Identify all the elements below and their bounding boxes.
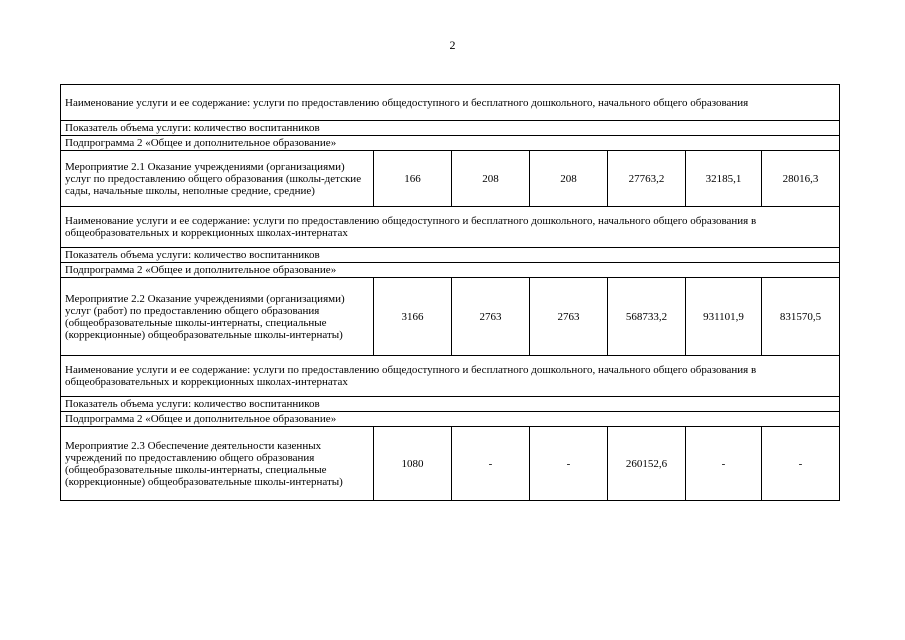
value-cell: - bbox=[452, 427, 530, 501]
value-cell: 568733,2 bbox=[608, 278, 686, 356]
measure-description: Мероприятие 2.2 Оказание учреждениями (организациями) услуг (работ) по предоставлению общего образования (общеобразовательные школы-интернаты, специальные (коррекционные) общеобразовательные школы-интернаты) bbox=[61, 278, 374, 356]
value-cell: 166 bbox=[374, 151, 452, 207]
value-cell: 931101,9 bbox=[686, 278, 762, 356]
measure-description: Мероприятие 2.1 Оказание учреждениями (организациями) услуг по предоставлению общего образования (школы-детские сады, начальные школы, неполные средние, средние) bbox=[61, 151, 374, 207]
subprogram-row bbox=[61, 412, 840, 427]
value-cell: 3166 bbox=[374, 278, 452, 356]
subprogram-title: Подпрограмма 2 «Общее и дополнительное образование» bbox=[61, 263, 840, 278]
service-row bbox=[61, 207, 840, 248]
measure-description: Мероприятие 2.3 Обеспечение деятельности казенных учреждений по предоставлению общего образования (общеобразовательные школы-интернаты, специальные (коррекционные) общеобразовательные школы-интернаты) bbox=[61, 427, 374, 501]
service-description: Наименование услуги и ее содержание: услуги по предоставлению общедоступного и бесплатного дошкольного, начального общего образования bbox=[61, 85, 840, 121]
value-cell: 2763 bbox=[530, 278, 608, 356]
indicator-row bbox=[61, 397, 840, 412]
measure-row bbox=[61, 278, 840, 356]
value-cell: 260152,6 bbox=[608, 427, 686, 501]
service-description: Наименование услуги и ее содержание: услуги по предоставлению общедоступного и бесплатного дошкольного, начального общего образования в общеобразовательных и коррекционных школах-интернатах bbox=[61, 207, 840, 248]
value-cell: - bbox=[762, 427, 840, 501]
service-row bbox=[61, 85, 840, 121]
value-cell: - bbox=[686, 427, 762, 501]
value-cell: 32185,1 bbox=[686, 151, 762, 207]
value-cell: 831570,5 bbox=[762, 278, 840, 356]
volume-indicator: Показатель объема услуги: количество воспитанников bbox=[61, 248, 840, 263]
value-cell: 28016,3 bbox=[762, 151, 840, 207]
value-cell: 1080 bbox=[374, 427, 452, 501]
value-cell: 208 bbox=[452, 151, 530, 207]
value-cell: 2763 bbox=[452, 278, 530, 356]
subprogram-row bbox=[61, 136, 840, 151]
services-table bbox=[60, 84, 840, 501]
measure-row bbox=[61, 151, 840, 207]
value-cell: - bbox=[530, 427, 608, 501]
measure-row bbox=[61, 427, 840, 501]
service-row bbox=[61, 356, 840, 397]
service-description: Наименование услуги и ее содержание: услуги по предоставлению общедоступного и бесплатного дошкольного, начального общего образования в общеобразовательных и коррекционных школах-интернатах bbox=[61, 356, 840, 397]
subprogram-title: Подпрограмма 2 «Общее и дополнительное образование» bbox=[61, 136, 840, 151]
volume-indicator: Показатель объема услуги: количество воспитанников bbox=[61, 121, 840, 136]
page-number: 2 bbox=[449, 38, 456, 52]
indicator-row bbox=[61, 121, 840, 136]
volume-indicator: Показатель объема услуги: количество воспитанников bbox=[61, 397, 840, 412]
value-cell: 208 bbox=[530, 151, 608, 207]
subprogram-title: Подпрограмма 2 «Общее и дополнительное образование» bbox=[61, 412, 840, 427]
indicator-row bbox=[61, 248, 840, 263]
value-cell: 27763,2 bbox=[608, 151, 686, 207]
subprogram-row bbox=[61, 263, 840, 278]
